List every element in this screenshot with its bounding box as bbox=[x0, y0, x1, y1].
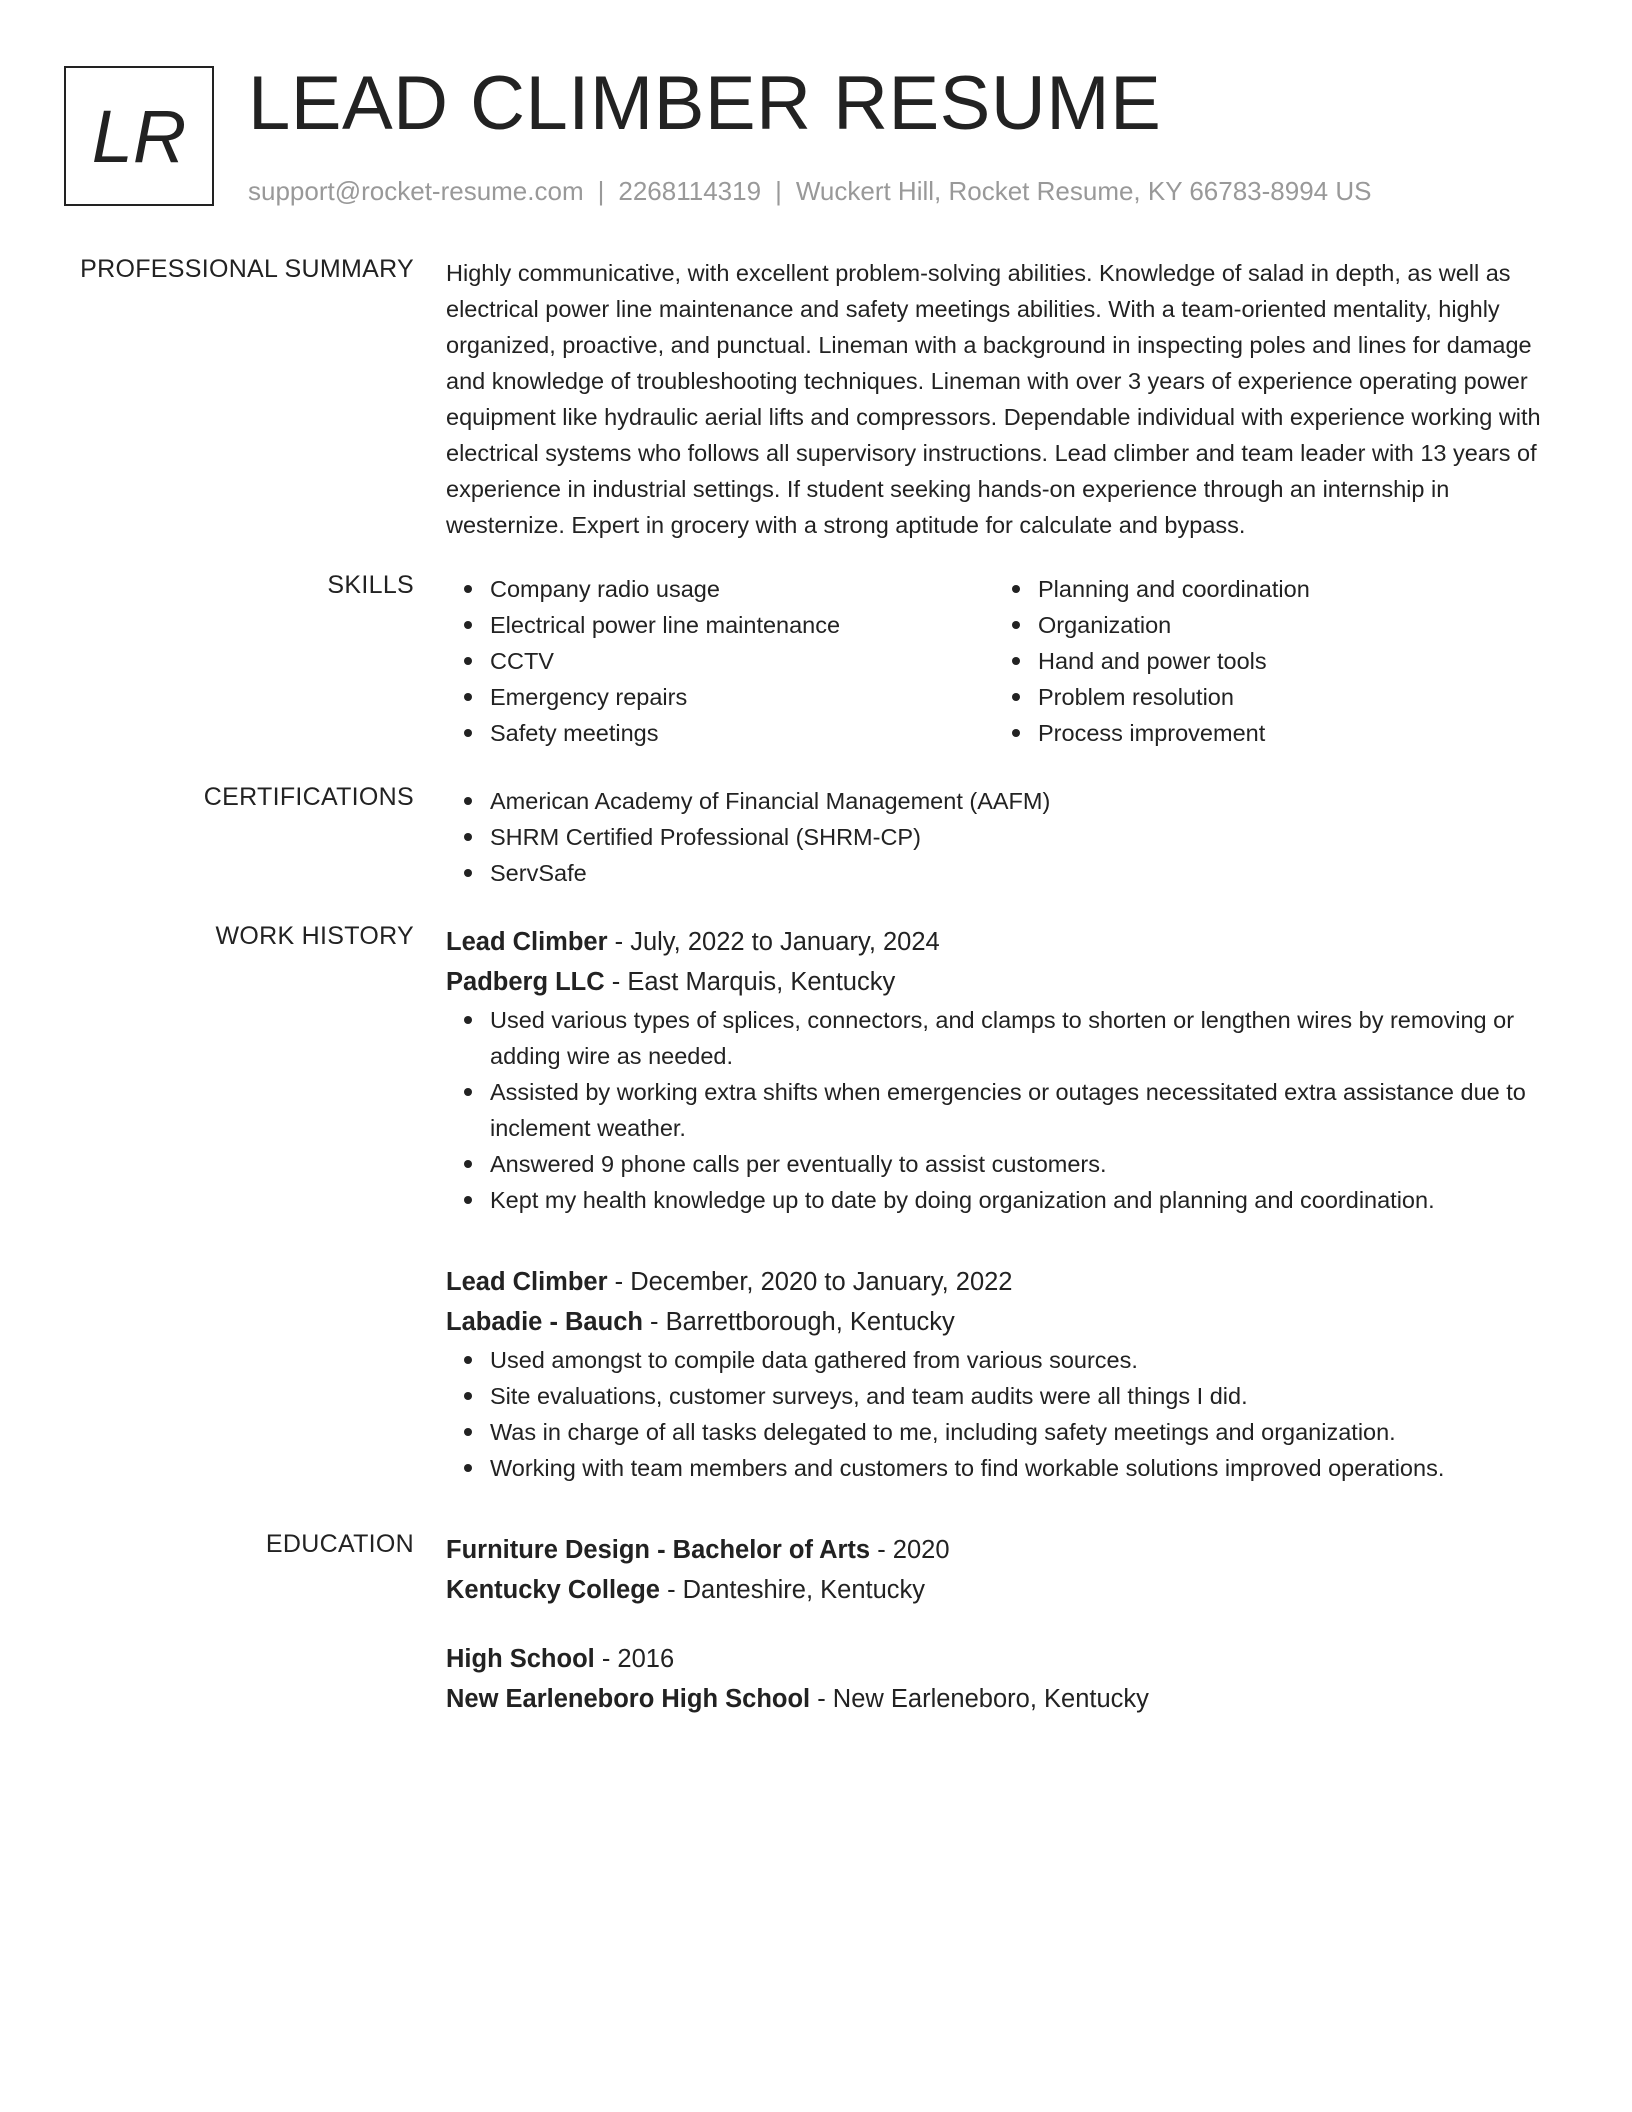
list-item: Problem resolution bbox=[1038, 679, 1542, 715]
contact-address: Wuckert Hill, Rocket Resume, KY 66783-8994 US bbox=[795, 176, 1372, 206]
education-heading: EDUCATION bbox=[265, 1530, 414, 1558]
degree-year: - 2020 bbox=[870, 1536, 950, 1564]
job-company-line bbox=[446, 1302, 1566, 1342]
list-item: ServSafe bbox=[490, 855, 1566, 891]
education-entry bbox=[446, 1530, 1566, 1610]
certifications-list bbox=[446, 783, 1566, 891]
list-item: Kept my health knowledge up to date by doing organization and planning and coordination. bbox=[490, 1182, 1566, 1218]
degree-year: - 2016 bbox=[594, 1645, 675, 1673]
work-history-body bbox=[446, 922, 1566, 1218]
school-location: - Danteshire, Kentucky bbox=[659, 1576, 926, 1604]
list-item: Hand and power tools bbox=[1038, 643, 1542, 679]
list-item: SHRM Certified Professional (SHRM-CP) bbox=[490, 819, 1566, 855]
list-item: Site evaluations, customer surveys, and team audits were all things I did. bbox=[490, 1378, 1566, 1414]
skills-list-left bbox=[446, 571, 994, 751]
school-name: Kentucky College bbox=[446, 1576, 660, 1604]
skills-body bbox=[446, 571, 1566, 751]
education-body bbox=[446, 1530, 1566, 1610]
certifications-body bbox=[446, 783, 1566, 891]
list-item: Used amongst to compile data gathered from various sources. bbox=[490, 1342, 1566, 1378]
job-location: - Barrettborough, Kentucky bbox=[642, 1308, 955, 1336]
list-item: Electrical power line maintenance bbox=[490, 607, 994, 643]
contact-phone[interactable]: 2268114319 bbox=[618, 176, 762, 206]
school-line bbox=[446, 1679, 1566, 1719]
job-dates: - July, 2022 to January, 2024 bbox=[607, 928, 940, 956]
job-title: Lead Climber bbox=[446, 1268, 608, 1296]
education-entry bbox=[446, 1639, 1566, 1719]
job-location: - East Marquis, Kentucky bbox=[604, 968, 896, 996]
job-title-line bbox=[446, 1262, 1566, 1302]
list-item: Planning and coordination bbox=[1038, 571, 1542, 607]
skills-list-right bbox=[994, 571, 1542, 751]
degree-line bbox=[446, 1530, 1566, 1570]
work-history-body bbox=[446, 1262, 1566, 1486]
list-item: Emergency repairs bbox=[490, 679, 994, 715]
school-name: New Earleneboro High School bbox=[446, 1685, 811, 1713]
list-item: Working with team members and customers to find workable solutions improved operations. bbox=[490, 1450, 1566, 1486]
job-bullet-list bbox=[446, 1342, 1566, 1486]
summary-text: Highly communicative, with excellent problem-solving abilities. Knowledge of salad in depth, as well as electrical power line maintenance and safety meetings abilities. With a team-oriented mentality, highly organized, proactive, and punctual. Lineman with a background in inspecting poles and lines for damage and knowledge of troubleshooting techniques. Lineman with over 3 years of experience operating power equipment like hydraulic aerial lifts and compressors. Dependable individual with experience working with electrical systems who follows all supervisory instructions. Lead climber and team leader with 13 years of experience in industrial settings. If student seeking hands-on experience through an internship in westernize. Expert in grocery with a strong aptitude for calculate and bypass. bbox=[446, 260, 1541, 538]
school-location: - New Earleneboro, Kentucky bbox=[810, 1685, 1149, 1713]
list-item: Assisted by working extra shifts when emergencies or outages necessitated extra assistance due to inclement weather. bbox=[490, 1074, 1566, 1146]
degree-name: High School bbox=[446, 1645, 595, 1673]
contact-line bbox=[248, 176, 1371, 207]
certifications-heading: CERTIFICATIONS bbox=[203, 783, 414, 811]
job-entry bbox=[446, 922, 1566, 1218]
list-item: American Academy of Financial Management (AAFM) bbox=[490, 783, 1566, 819]
degree-name: Furniture Design - Bachelor of Arts bbox=[446, 1536, 871, 1564]
job-company: Labadie - Bauch bbox=[446, 1308, 643, 1336]
job-title-line bbox=[446, 922, 1566, 962]
contact-separator: | bbox=[775, 176, 782, 206]
list-item: Company radio usage bbox=[490, 571, 994, 607]
summary-heading: PROFESSIONAL SUMMARY bbox=[80, 255, 414, 283]
list-item: Organization bbox=[1038, 607, 1542, 643]
job-bullet-list bbox=[446, 1002, 1566, 1218]
degree-line bbox=[446, 1639, 1566, 1679]
list-item: Answered 9 phone calls per eventually to assist customers. bbox=[490, 1146, 1566, 1182]
list-item: CCTV bbox=[490, 643, 994, 679]
job-entry bbox=[446, 1262, 1566, 1486]
resume-header bbox=[64, 61, 1574, 216]
contact-separator: | bbox=[597, 176, 605, 206]
monogram-logo: LR bbox=[64, 66, 214, 206]
resume-title: LEAD CLIMBER RESUME bbox=[248, 61, 1162, 146]
school-line bbox=[446, 1570, 1566, 1610]
list-item: Process improvement bbox=[1038, 715, 1542, 751]
job-company-line bbox=[446, 962, 1566, 1002]
job-title: Lead Climber bbox=[446, 928, 608, 956]
work-history-heading: WORK HISTORY bbox=[215, 922, 414, 950]
list-item: Was in charge of all tasks delegated to me, including safety meetings and organization. bbox=[490, 1414, 1566, 1450]
skills-heading: SKILLS bbox=[327, 571, 414, 599]
education-body bbox=[446, 1639, 1566, 1719]
job-dates: - December, 2020 to January, 2022 bbox=[607, 1268, 1013, 1296]
contact-email[interactable]: support@rocket-resume.com bbox=[248, 176, 584, 206]
job-company: Padberg LLC bbox=[446, 968, 605, 996]
summary-body bbox=[446, 255, 1566, 543]
skills-columns bbox=[446, 571, 1566, 751]
list-item: Used various types of splices, connectors, and clamps to shorten or lengthen wires by removing or adding wire as needed. bbox=[490, 1002, 1566, 1074]
list-item: Safety meetings bbox=[490, 715, 994, 751]
